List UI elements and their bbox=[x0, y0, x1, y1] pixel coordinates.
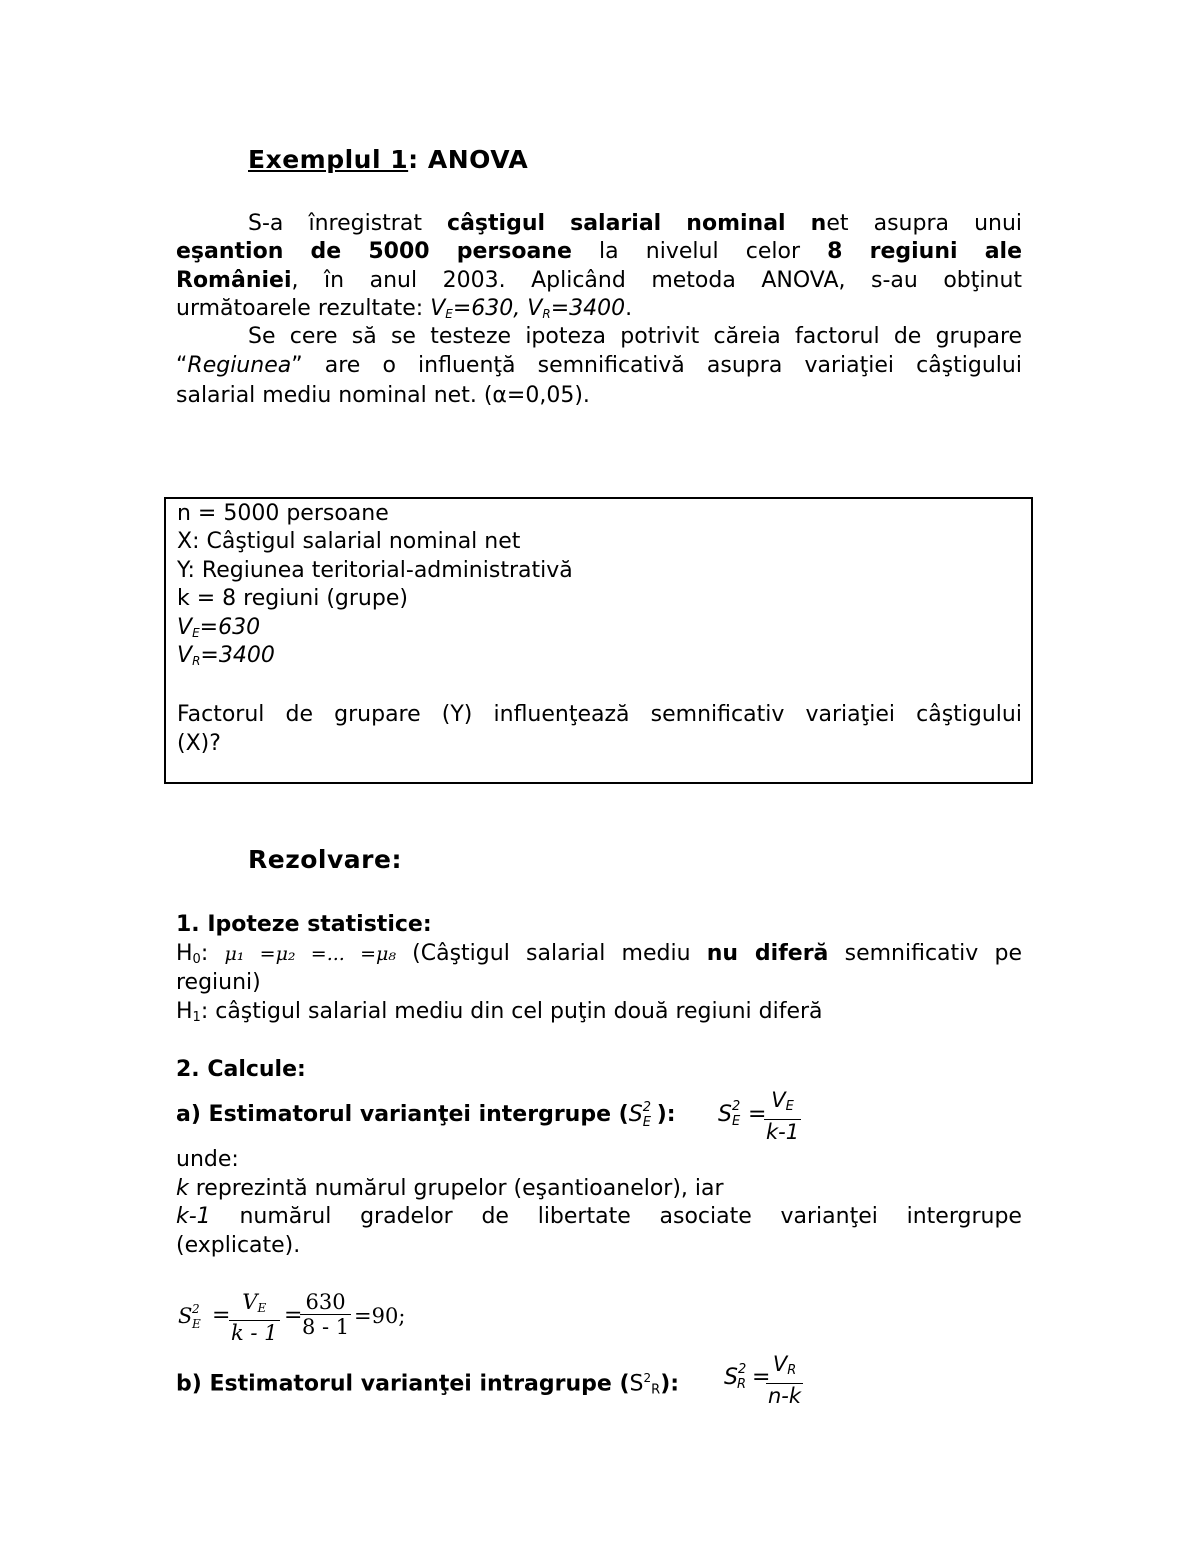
calc-eq-2: = bbox=[284, 1303, 303, 1328]
box-n: n = 5000 persoane bbox=[177, 501, 389, 526]
intro-line-4: următoarele rezultate: $V_E=630$, $V_R=3400$. bbox=[176, 296, 633, 321]
section-1-title: 1. Ipoteze statistice: bbox=[176, 912, 432, 937]
box-x: X: Câştigul salarial nominal net bbox=[177, 529, 521, 554]
calc-result: =90; bbox=[354, 1304, 406, 1328]
page-title-example: Exemplul 1 bbox=[248, 145, 409, 174]
box-k: k = 8 regiuni (grupe) bbox=[177, 586, 408, 611]
b-formula-eq: = bbox=[752, 1365, 771, 1390]
h1-line: H1: câştigul salarial mediu din cel puţin două regiuni diferă bbox=[176, 999, 823, 1025]
calc-fraction-2: $\frac{630}{8 - 1}$ bbox=[302, 1290, 350, 1339]
h0-line: H0: μ₁ =μ₂ =... =μ₈ (Câştigul salarial mediu nu diferă semnificativ pe bbox=[176, 941, 1022, 967]
box-question-line-1: Factorul de grupare (Y) influenţează semnificativ variaţiei câştigului bbox=[177, 702, 1022, 727]
box-question-line-2: (X)? bbox=[177, 731, 221, 756]
box-y: Y: Regiunea teritorial-administrativă bbox=[177, 558, 573, 583]
intro-line-2: eşantion de 5000 persoane la nivelul celor 8 regiuni ale bbox=[176, 239, 1023, 264]
box-vr: $V_R=3400$ bbox=[177, 643, 275, 668]
intro-line-6: “Regiunea” are o influenţă semnificativă asupra variaţiei câştigului bbox=[176, 353, 1022, 378]
page-title bbox=[248, 146, 528, 174]
section-heading-rezolvare: Rezolvare: bbox=[248, 845, 402, 874]
intro-line-7: salarial mediu nominal net. (α=0,05). bbox=[176, 383, 590, 408]
calc-lhs: S 2 E bbox=[178, 1302, 201, 1331]
intro-line-1: S-a înregistrat câştigul salarial nominal net asupra unui bbox=[248, 211, 1023, 236]
intro-line-3: României, în anul 2003. Aplicând metoda ANOVA, s-au obţinut bbox=[176, 268, 1023, 293]
b-formula-lhs: S 2 R bbox=[724, 1362, 747, 1392]
a-formula-eq: = bbox=[748, 1102, 767, 1127]
page-title-topic: : ANOVA bbox=[408, 145, 529, 174]
b-estimator-line: b) Estimatorul varianţei intragrupe $(S^2R)$: bbox=[176, 1371, 680, 1398]
intro-line-5: Se cere să se testeze ipoteza potrivit căreia factorul de grupare bbox=[248, 324, 1023, 349]
k1-definition-cont: (explicate). bbox=[176, 1233, 301, 1258]
box-ve: $V_E=630$ bbox=[177, 615, 261, 640]
calc-eq-1: = bbox=[212, 1303, 231, 1328]
h0-line-cont: regiuni) bbox=[176, 970, 261, 995]
section-2-title: 2. Calcule: bbox=[176, 1057, 306, 1082]
a-estimator-line: a) Estimatorul varianţei intergrupe (S 2 E ): bbox=[176, 1100, 676, 1130]
unde-line: unde: bbox=[176, 1147, 239, 1172]
h0-formula: μ₁ =μ₂ =... =μ₈ bbox=[224, 943, 396, 965]
k1-definition-line: k-1 numărul gradelor de libertate asociate varianţei intergrupe bbox=[176, 1204, 1022, 1229]
k-definition-line: k reprezintă numărul grupelor (eşantioanelor), iar bbox=[176, 1176, 724, 1201]
calc-fraction-1: $\frac{VE}{k - 1}$ bbox=[231, 1290, 278, 1345]
a-formula-fraction: $\frac{VE}{k-1}$ bbox=[766, 1088, 800, 1144]
b-formula-fraction: $\frac{VR}{n-k}$ bbox=[768, 1352, 802, 1408]
a-formula-lhs: S 2 E bbox=[718, 1099, 741, 1129]
